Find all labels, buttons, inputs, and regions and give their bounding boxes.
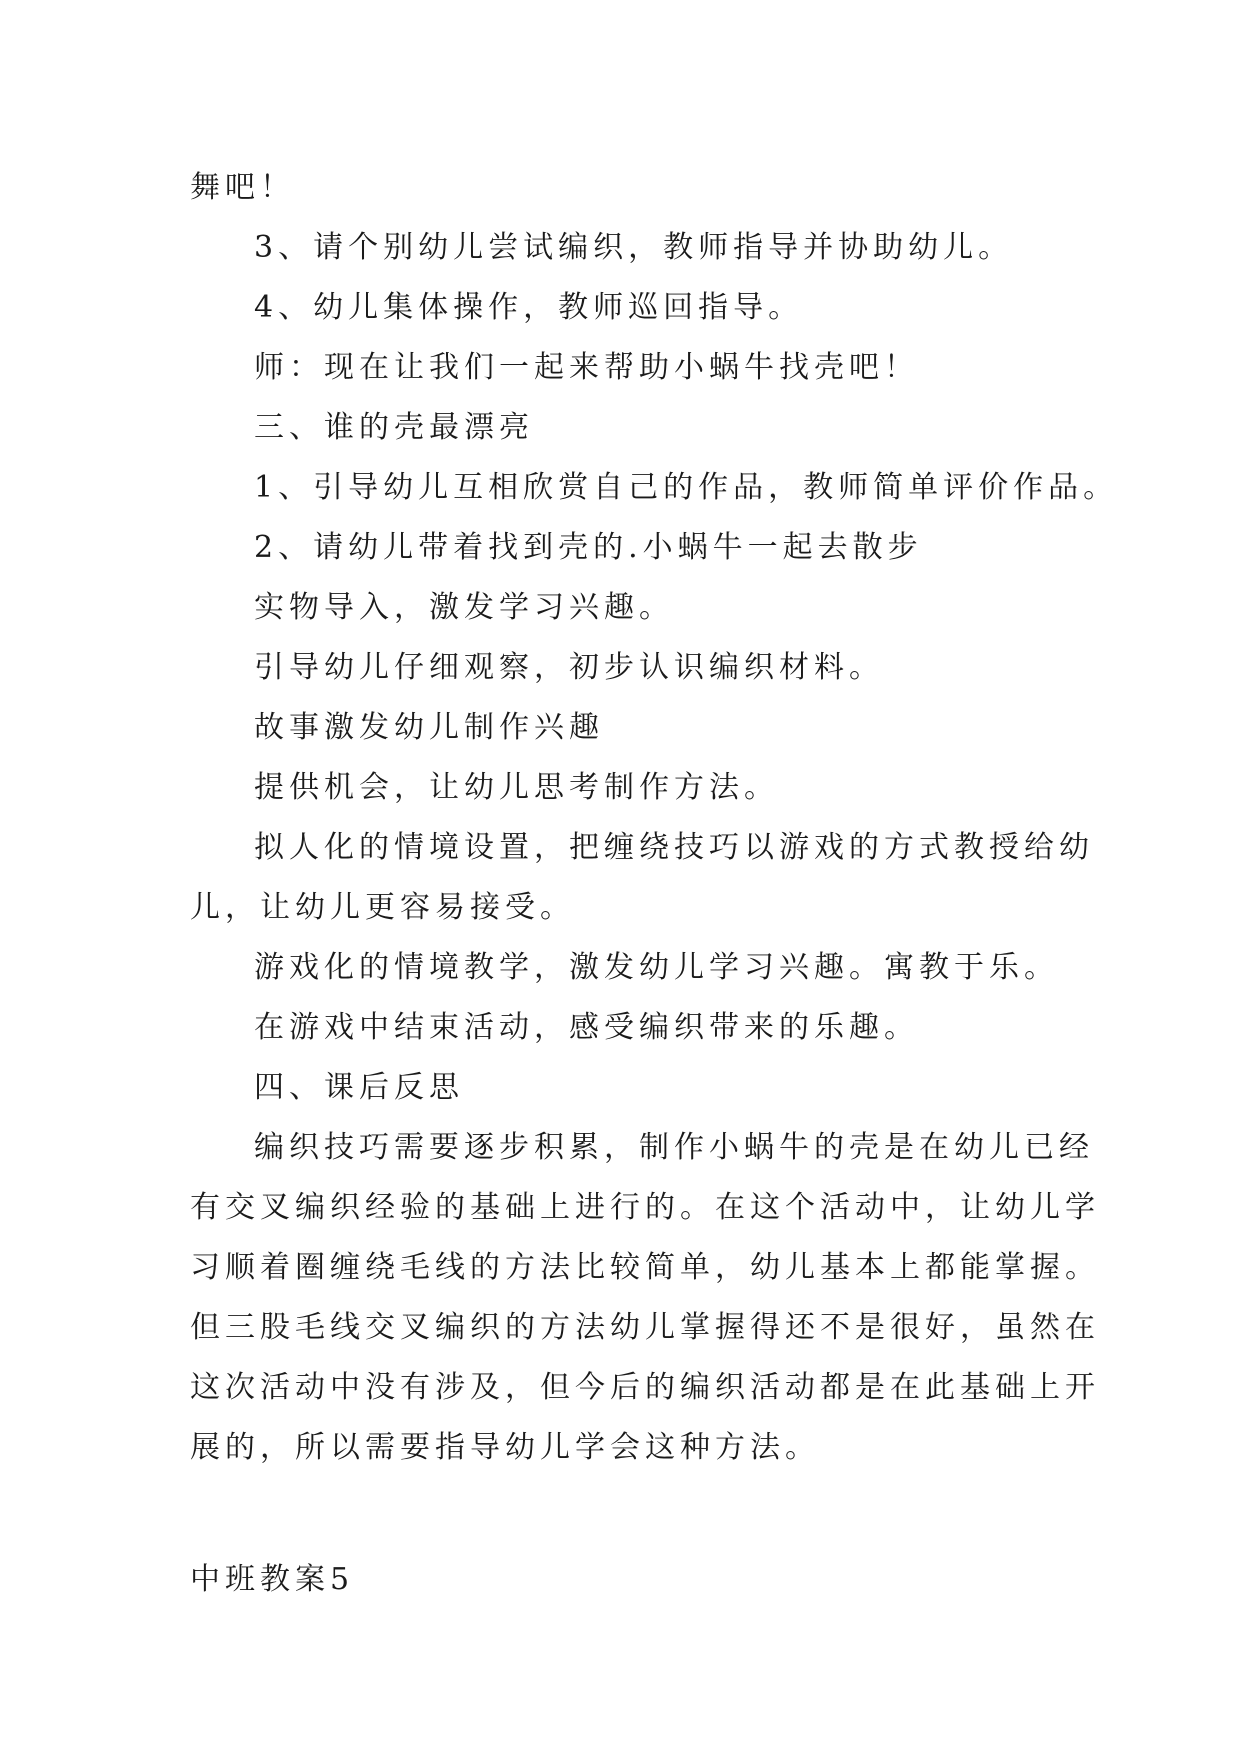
text-line: 师：现在让我们一起来帮助小蜗牛找壳吧！ bbox=[254, 350, 919, 385]
text-line: 2、请幼儿带着找到壳的.小蜗牛一起去散步 bbox=[254, 530, 923, 565]
text-line: 这次活动中没有涉及，但今后的编织活动都是在此基础上开 bbox=[190, 1370, 1100, 1405]
text-line: 舞吧！ bbox=[190, 170, 295, 205]
text-line: 拟人化的情境设置，把缠绕技巧以游戏的方式教授给幼 bbox=[254, 830, 1094, 865]
text-line: 引导幼儿仔细观察，初步认识编织材料。 bbox=[254, 650, 884, 685]
text-line: 1、引导幼儿互相欣赏自己的作品，教师简单评价作品。 bbox=[254, 470, 1119, 505]
text-line: 展的，所以需要指导幼儿学会这种方法。 bbox=[190, 1430, 820, 1465]
text-line: 实物导入，激发学习兴趣。 bbox=[254, 590, 674, 625]
next-section-heading: 中班教案5 bbox=[190, 1562, 355, 1597]
text-line: 在游戏中结束活动，感受编织带来的乐趣。 bbox=[254, 1010, 919, 1045]
text-line: 编织技巧需要逐步积累，制作小蜗牛的壳是在幼儿已经 bbox=[254, 1130, 1094, 1165]
document-body bbox=[190, 158, 1119, 1610]
text-line: 提供机会，让幼儿思考制作方法。 bbox=[254, 770, 779, 805]
text-line: 故事激发幼儿制作兴趣 bbox=[254, 710, 604, 745]
text-line: 习顺着圈缠绕毛线的方法比较简单，幼儿基本上都能掌握。 bbox=[190, 1250, 1100, 1285]
section-heading: 三、谁的壳最漂亮 bbox=[254, 410, 534, 445]
text-line: 儿，让幼儿更容易接受。 bbox=[190, 890, 575, 925]
section-gap bbox=[190, 1478, 1070, 1550]
text-line: 有交叉编织经验的基础上进行的。在这个活动中，让幼儿学 bbox=[190, 1190, 1100, 1225]
section-heading: 四、课后反思 bbox=[254, 1070, 464, 1105]
text-line: 但三股毛线交叉编织的方法幼儿掌握得还不是很好，虽然在 bbox=[190, 1310, 1100, 1345]
text-line: 3、请个别幼儿尝试编织，教师指导并协助幼儿。 bbox=[254, 230, 1014, 265]
text-line: 4、幼儿集体操作，教师巡回指导。 bbox=[254, 290, 804, 325]
text-line: 游戏化的情境教学，激发幼儿学习兴趣。寓教于乐。 bbox=[254, 950, 1059, 985]
